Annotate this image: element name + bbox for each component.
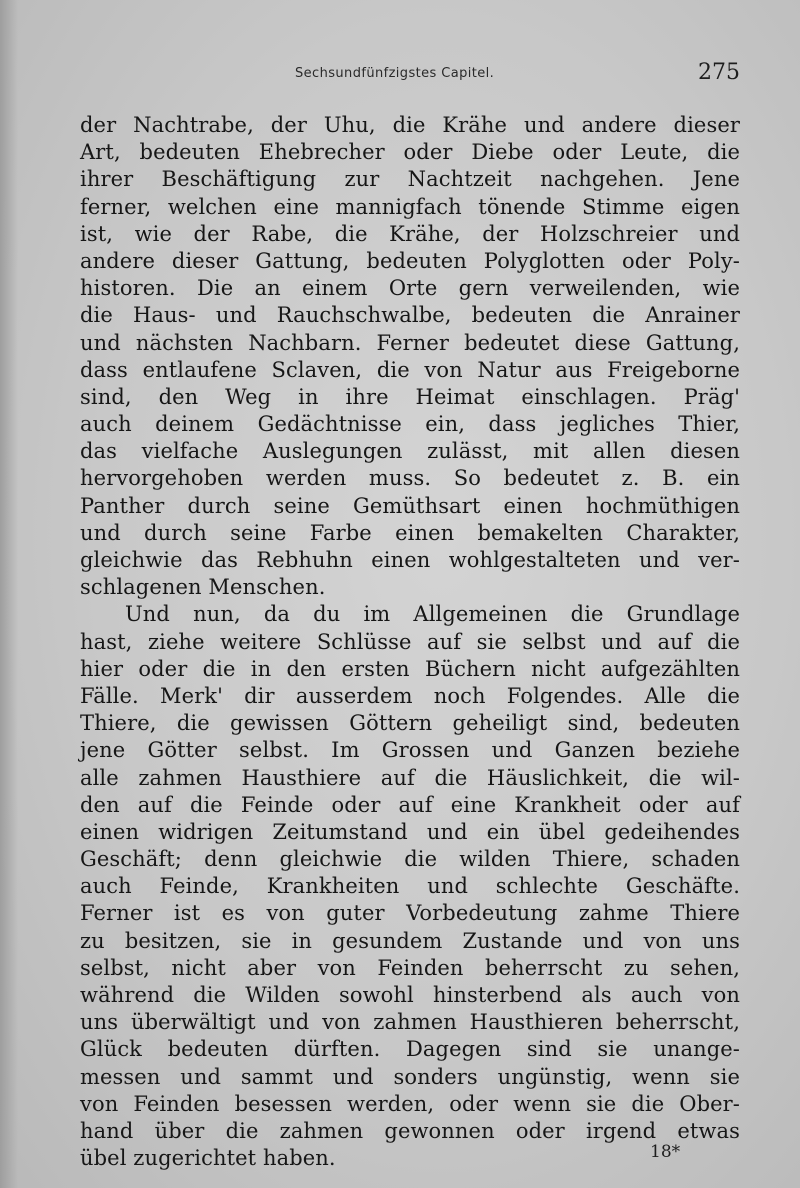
page-number: 275 bbox=[698, 60, 740, 85]
text-line: den auf die Feinde oder auf eine Krankheit oder auf bbox=[80, 792, 740, 817]
page-header bbox=[80, 60, 740, 90]
text-line: messen und sammt und sonders ungünstig, wenn sie bbox=[80, 1064, 740, 1089]
text-line: Thiere, die gewissen Göttern geheiligt sind, bedeuten bbox=[80, 711, 740, 736]
text-line: ist, wie der Rabe, die Krähe, der Holzschreier und bbox=[80, 221, 740, 246]
text-line: hand über die zahmen gewonnen oder irgend etwas bbox=[80, 1118, 740, 1143]
running-title: Sechsundfünfzigstes Capitel. bbox=[295, 66, 495, 81]
text-line: das vielfache Auslegungen zulässt, mit allen diesen bbox=[80, 439, 740, 464]
text-line: jene Götter selbst. Im Grossen und Ganzen beziehe bbox=[80, 738, 740, 763]
text-line: ferner, welchen eine mannigfach tönende Stimme eigen bbox=[80, 194, 740, 219]
text-line: während die Wilden sowohl hinsterbend als auch von bbox=[80, 983, 740, 1007]
text-line: sind, den Weg in ihre Heimat einschlagen. Präg' bbox=[80, 384, 740, 409]
text-line: die Haus- und Rauchschwalbe, bedeuten die Anrainer bbox=[80, 303, 740, 328]
text-line: hervorgehoben werden muss. So bedeutet z. B. ein bbox=[80, 466, 740, 491]
text-line: historen. Die an einem Orte gern verweilenden, wie bbox=[80, 276, 740, 301]
text-line: gleichwie das Rebhuhn einen wohlgestalteten und ver- bbox=[80, 548, 740, 572]
text-line: zu besitzen, sie in gesundem Zustande und von uns bbox=[80, 928, 740, 953]
text-line: auch deinem Gedächtnisse ein, dass jegliches Thier, bbox=[80, 412, 740, 437]
text-line: alle zahmen Hausthiere auf die Häuslichkeit, die wil- bbox=[80, 765, 740, 790]
paragraph-start-line: Und nun, da du im Allgemeinen die Grundlage bbox=[125, 602, 740, 627]
text-line: der Nachtrabe, der Uhu, die Krähe und andere dieser bbox=[80, 113, 740, 137]
text-line: übel zugerichtet haben. bbox=[80, 1146, 336, 1171]
text-line: Glück bedeuten dürften. Dagegen sind sie unange- bbox=[80, 1037, 740, 1062]
text-line: auch Feinde, Krankheiten und schlechte Geschäfte. bbox=[80, 874, 740, 899]
text-line: ihrer Beschäftigung zur Nachtzeit nachgehen. Jene bbox=[80, 167, 740, 192]
text-line: Panther durch seine Gemüthsart einen hochmüthigen bbox=[80, 493, 740, 518]
text-line: Geschäft; denn gleichwie die wilden Thiere, schaden bbox=[80, 847, 740, 872]
text-line: von Feinden besessen werden, oder wenn sie die Ober- bbox=[80, 1091, 740, 1116]
text-line: hier oder die in den ersten Büchern nicht aufgezählten bbox=[80, 656, 740, 681]
text-line: hast, ziehe weitere Schlüsse auf sie selbst und auf die bbox=[80, 629, 740, 654]
text-line: schlagenen Menschen. bbox=[80, 575, 326, 600]
text-line: und durch seine Farbe einen bemakelten Charakter, bbox=[80, 520, 740, 545]
text-line: Ferner ist es von guter Vorbedeutung zahme Thiere bbox=[80, 901, 740, 926]
text-line: Fälle. Merk' dir ausserdem noch Folgendes. Alle die bbox=[80, 683, 740, 708]
printer-signature: 18* bbox=[650, 1142, 681, 1162]
text-line: andere dieser Gattung, bedeuten Polyglotten oder Poly- bbox=[80, 248, 740, 273]
text-line: einen widrigen Zeitumstand und ein übel gedeihendes bbox=[80, 819, 740, 844]
text-line: dass entlaufene Sclaven, die von Natur aus Freigeborne bbox=[80, 357, 740, 382]
text-line: und nächsten Nachbarn. Ferner bedeutet diese Gattung, bbox=[80, 330, 740, 355]
text-line: selbst, nicht aber von Feinden beherrscht zu sehen, bbox=[80, 955, 740, 980]
page-edge-shadow bbox=[0, 0, 18, 1188]
text-line: uns überwältigt und von zahmen Hausthieren beherrscht, bbox=[80, 1010, 740, 1035]
text-line: Art, bedeuten Ehebrecher oder Diebe oder Leute, die bbox=[80, 140, 740, 165]
text-body bbox=[80, 112, 740, 1172]
